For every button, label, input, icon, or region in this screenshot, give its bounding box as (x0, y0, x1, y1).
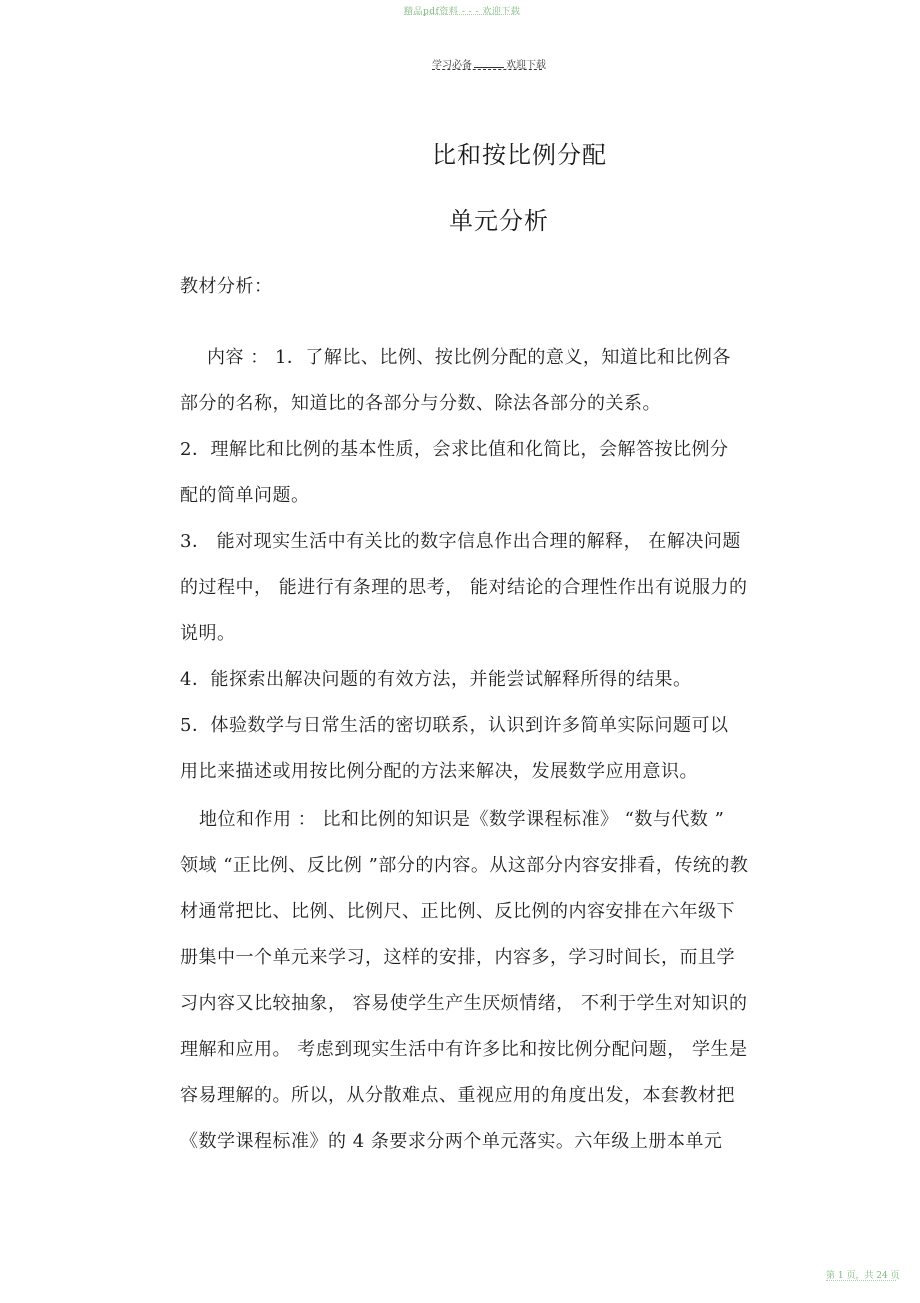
header-left-text: 学习必备 (432, 60, 472, 71)
paragraph-line: 理解和应用。 考虑到现实生活中有许多比和按比例分配问题， 学生是 (180, 1039, 748, 1060)
page-number: 第 1 页，共 24 页 (826, 1271, 900, 1281)
paragraph-line: 2．理解比和比例的基本性质，会求比值和化简比，会解答按比例分 (180, 439, 729, 460)
watermark-divider (404, 14, 516, 15)
document-subtitle: 单元分析 (449, 207, 549, 235)
paragraph-line: 材通常把比、比例、比例尺、正比例、反比例的内容安排在六年级下 (180, 901, 735, 922)
paragraph-line: 习内容又比较抽象， 容易使学生产生厌烦情绪， 不利于学生对知识的 (180, 993, 748, 1014)
footer-divider (826, 1280, 896, 1281)
header-rule (432, 69, 542, 70)
paragraph-line: 领域 “正比例、反比例 ”部分的内容。从这部分内容安排看，传统的教 (180, 855, 749, 876)
paragraph-line: 《数学课程标准》的 4 条要求分两个单元落实。六年级上册本单元 (180, 1131, 723, 1152)
paragraph-line: 容易理解的。所以，从分散难点、重视应用的角度出发，本套教材把 (180, 1085, 735, 1106)
paragraph-line: 内容 ： 1．了解比、比例、按比例分配的意义，知道比和比例各 (207, 347, 731, 368)
header-right-text: 欢迎下载 (506, 60, 546, 71)
paragraph-line: 5．体验数学与日常生活的密切联系，认识到许多简单实际问题可以 (180, 715, 729, 736)
paragraph-line: 部分的名称，知道比的各部分与分数、除法各部分的关系。 (180, 393, 661, 414)
section-heading: 教材分析： (180, 276, 273, 297)
paragraph-line: 的过程中， 能进行有条理的思考， 能对结论的合理性作出有说服力的 (180, 577, 748, 598)
paragraph-line: 册集中一个单元来学习，这样的安排，内容多，学习时间长，而且学 (180, 947, 735, 968)
watermark-text: 精品pdf资料 - - - 欢迎下载 (404, 7, 521, 17)
document-title: 比和按比例分配 (432, 141, 607, 169)
paragraph-line: 4．能探索出解决问题的有效方法，并能尝试解释所得的结果。 (180, 669, 692, 690)
paragraph-line: 3． 能对现实生活中有关比的数字信息作出合理的解释， 在解决问题 (180, 531, 741, 552)
paragraph-line: 配的简单问题。 (180, 485, 310, 506)
paragraph-line: 说明。 (180, 623, 236, 644)
header-gap (474, 67, 504, 68)
paragraph-line: 用比来描述或用按比例分配的方法来解决，发展数学应用意识。 (180, 761, 698, 782)
paragraph-line: 地位和作用 ： 比和比例的知识是《数学课程标准》 “数与代数 ” (199, 809, 725, 830)
